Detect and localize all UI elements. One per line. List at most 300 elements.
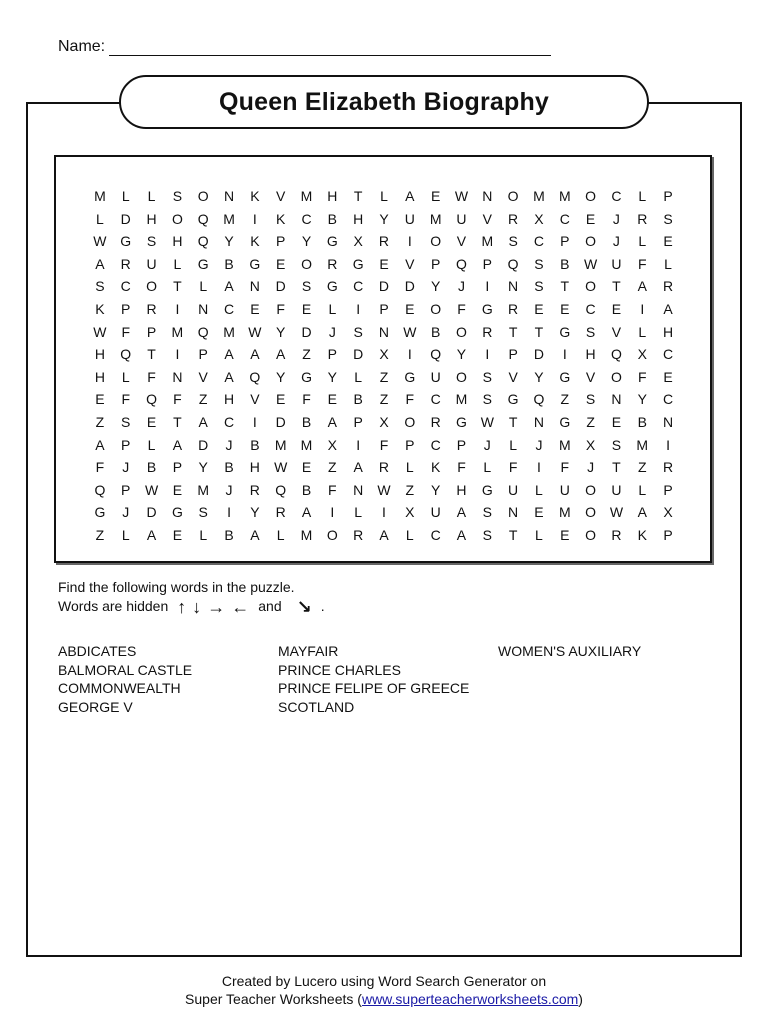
- puzzle-letter: G: [94, 504, 106, 521]
- puzzle-letter: Q: [94, 481, 106, 498]
- puzzle-letter: N: [482, 188, 493, 204]
- puzzle-letter: C: [353, 278, 364, 295]
- puzzle-letter: Y: [430, 481, 441, 498]
- puzzle-letter: L: [509, 436, 518, 453]
- puzzle-letter: O: [456, 368, 467, 385]
- puzzle-letter: V: [482, 210, 492, 227]
- puzzle-letter: K: [95, 300, 105, 317]
- puzzle-letter: D: [404, 278, 415, 295]
- puzzle-letter: S: [482, 391, 492, 408]
- puzzle-letter: S: [663, 210, 673, 227]
- puzzle-letter: K: [276, 210, 286, 227]
- word-list-col1: [58, 642, 192, 716]
- puzzle-letter: A: [353, 459, 363, 476]
- puzzle-letter: O: [197, 188, 209, 204]
- period: .: [320, 598, 325, 614]
- puzzle-letter: S: [482, 368, 492, 385]
- puzzle-letter: G: [507, 391, 519, 408]
- puzzle-letter: A: [663, 300, 673, 317]
- puzzle-letter: R: [611, 526, 622, 543]
- puzzle-letter: D: [378, 278, 390, 295]
- puzzle-letter: V: [405, 255, 415, 272]
- puzzle-letter: B: [353, 391, 363, 408]
- puzzle-letter: S: [534, 278, 544, 295]
- puzzle-letter: L: [276, 526, 285, 543]
- puzzle-letter: R: [378, 233, 390, 250]
- puzzle-letter: E: [276, 255, 286, 272]
- puzzle-letter: J: [587, 459, 595, 476]
- puzzle-letter: N: [533, 413, 544, 430]
- puzzle-letter: Z: [302, 346, 311, 363]
- puzzle-letter: F: [121, 391, 130, 408]
- puzzle-letter: L: [96, 210, 104, 227]
- puzzle-letter: M: [558, 188, 571, 204]
- instructions-line1: Find the following words in the puzzle.: [58, 579, 295, 595]
- puzzle-letter: O: [404, 413, 416, 430]
- puzzle-letter: C: [430, 391, 441, 408]
- puzzle-letter: T: [560, 278, 570, 295]
- puzzle-letter: F: [457, 459, 466, 476]
- puzzle-letter: D: [353, 346, 364, 363]
- puzzle-letter: O: [585, 481, 597, 498]
- puzzle-letter: P: [663, 188, 673, 204]
- page-title: Queen Elizabeth Biography: [218, 87, 550, 116]
- puzzle-letter: L: [535, 481, 543, 498]
- puzzle-letter: V: [585, 368, 596, 385]
- puzzle-letter: E: [560, 526, 570, 543]
- puzzle-letter: L: [121, 526, 130, 543]
- puzzle-letter: Z: [198, 391, 208, 408]
- puzzle-letter: A: [224, 278, 234, 295]
- puzzle-letter: F: [405, 391, 415, 408]
- puzzle-letter: A: [379, 526, 389, 543]
- puzzle-letter: Y: [198, 459, 208, 476]
- puzzle-letter: P: [353, 413, 363, 430]
- puzzle-letter: M: [533, 188, 545, 204]
- puzzle-letter: Q: [146, 391, 157, 408]
- puzzle-letter: M: [558, 504, 571, 521]
- puzzle-letter: P: [198, 346, 208, 363]
- puzzle-letter: U: [559, 481, 570, 498]
- puzzle-letter: W: [454, 188, 469, 204]
- puzzle-letter: S: [301, 278, 312, 295]
- puzzle-letter: I: [227, 504, 231, 521]
- puzzle-letter: S: [172, 188, 183, 204]
- puzzle-letter: A: [95, 436, 105, 453]
- puzzle-letter: Q: [507, 255, 519, 272]
- website-link[interactable]: www.superteacherworksheets.com: [361, 991, 579, 1007]
- puzzle-letter: I: [356, 436, 361, 453]
- puzzle-letter: H: [585, 346, 596, 363]
- puzzle-letter: I: [175, 300, 180, 317]
- puzzle-letter: A: [172, 436, 183, 453]
- puzzle-letter: F: [95, 459, 105, 476]
- puzzle-letter: M: [94, 188, 106, 204]
- puzzle-letter: L: [121, 188, 130, 204]
- puzzle-letter: N: [508, 504, 519, 521]
- footer-line2: [0, 990, 768, 1008]
- puzzle-letter: W: [144, 481, 159, 498]
- puzzle-letter: B: [301, 481, 312, 498]
- puzzle-letter: H: [327, 188, 338, 204]
- puzzle-letter: C: [430, 526, 441, 543]
- down-arrow-icon: ↓: [192, 596, 202, 617]
- puzzle-letter: A: [327, 413, 337, 430]
- puzzle-letter: H: [94, 368, 105, 385]
- puzzle-letter: E: [560, 300, 570, 317]
- puzzle-letter: Z: [95, 526, 105, 543]
- puzzle-letter: F: [560, 459, 570, 476]
- puzzle-letter: H: [456, 481, 467, 498]
- puzzle-letter: U: [611, 481, 622, 498]
- up-arrow-icon: ↑: [177, 596, 187, 617]
- puzzle-letter: E: [327, 391, 337, 408]
- puzzle-letter: M: [300, 526, 313, 543]
- puzzle-letter: N: [172, 368, 183, 385]
- word-list-col3: [498, 642, 641, 661]
- puzzle-letter: B: [301, 413, 312, 430]
- puzzle-letter: W: [93, 323, 107, 340]
- puzzle-letter: G: [559, 323, 571, 340]
- puzzle-letter: A: [456, 504, 467, 521]
- puzzle-letter: J: [122, 459, 130, 476]
- puzzle-letter: P: [508, 346, 518, 363]
- puzzle-letter: J: [535, 436, 543, 453]
- puzzle-letter: K: [430, 459, 441, 476]
- puzzle-letter: S: [585, 391, 596, 408]
- puzzle-letter: F: [457, 300, 466, 317]
- puzzle-letter: L: [638, 188, 647, 204]
- puzzle-letter: A: [276, 346, 286, 363]
- instructions-line2: [58, 597, 325, 616]
- puzzle-letter: V: [198, 368, 208, 385]
- puzzle-letter: I: [175, 346, 180, 363]
- puzzle-letter: L: [405, 459, 414, 476]
- puzzle-letter: A: [224, 346, 234, 363]
- puzzle-letter: Q: [533, 391, 545, 408]
- puzzle-letter: E: [611, 300, 622, 317]
- puzzle-letter: S: [534, 255, 544, 272]
- puzzle-letter: Y: [637, 391, 647, 408]
- puzzle-letter: L: [380, 188, 388, 204]
- puzzle-letter: D: [146, 504, 157, 521]
- puzzle-letter: S: [95, 278, 105, 295]
- puzzle-letter: M: [481, 233, 494, 250]
- puzzle-letter: L: [405, 526, 414, 543]
- puzzle-letter: W: [403, 323, 417, 340]
- puzzle-letter: F: [637, 255, 647, 272]
- puzzle-letter: L: [199, 278, 208, 295]
- word-item: GEORGE V: [58, 698, 133, 715]
- puzzle-letter: C: [663, 346, 674, 363]
- puzzle-letter: Z: [586, 413, 595, 430]
- puzzle-letter: Y: [301, 233, 312, 250]
- puzzle-letter: E: [405, 300, 415, 317]
- puzzle-letter: S: [353, 323, 363, 340]
- word-item: BALMORAL CASTLE: [58, 661, 193, 678]
- puzzle-letter: M: [558, 436, 571, 453]
- puzzle-letter: N: [663, 413, 674, 430]
- puzzle-letter: J: [225, 436, 233, 453]
- puzzle-letter: U: [430, 504, 441, 521]
- puzzle-letter: P: [482, 255, 492, 272]
- puzzle-letter: X: [379, 413, 389, 430]
- puzzle-letter: E: [146, 413, 157, 430]
- puzzle-letter: P: [456, 436, 467, 453]
- puzzle-letter: E: [301, 300, 312, 317]
- puzzle-letter: Y: [534, 368, 544, 385]
- puzzle-letter: S: [198, 504, 208, 521]
- puzzle-letter: O: [326, 526, 338, 543]
- word-item: SCOTLAND: [278, 698, 355, 715]
- instructions: [58, 578, 325, 616]
- puzzle-letter: D: [301, 323, 312, 340]
- puzzle-letter: T: [173, 413, 182, 430]
- puzzle-letter: O: [585, 188, 597, 204]
- puzzle-letter: S: [121, 413, 131, 430]
- left-arrow-icon: ←: [231, 596, 250, 617]
- puzzle-letter: D: [275, 413, 286, 430]
- puzzle-letter: V: [508, 368, 518, 385]
- puzzle-letter: L: [147, 436, 156, 453]
- puzzle-letter: H: [223, 391, 235, 408]
- puzzle-letter: L: [354, 504, 363, 521]
- puzzle-letter: E: [611, 413, 622, 430]
- word-item: COMMONWEALTH: [58, 680, 181, 696]
- title-banner: [119, 75, 649, 129]
- puzzle-letter: T: [353, 188, 363, 204]
- puzzle-letter: R: [508, 300, 519, 317]
- puzzle-letter: M: [636, 436, 649, 453]
- puzzle-letter: R: [249, 481, 260, 498]
- puzzle-letter: V: [456, 233, 467, 250]
- puzzle-letter: G: [171, 504, 183, 521]
- puzzle-letter: O: [585, 233, 597, 250]
- puzzle-letter: N: [378, 323, 390, 340]
- puzzle-letter: Z: [405, 481, 415, 498]
- puzzle-letter: X: [637, 346, 647, 363]
- puzzle-letter: F: [302, 391, 311, 408]
- word-list-col2: [278, 642, 469, 716]
- puzzle-letter: R: [663, 459, 674, 476]
- right-arrow-icon: →: [207, 596, 226, 617]
- puzzle-letter: H: [663, 323, 674, 340]
- puzzle-letter: G: [352, 255, 364, 272]
- puzzle-letter: R: [353, 526, 364, 543]
- puzzle-letter: I: [330, 504, 335, 521]
- puzzle-letter: R: [146, 300, 157, 317]
- puzzle-letter: J: [483, 436, 491, 453]
- puzzle-letter: Q: [197, 210, 209, 227]
- footer: [0, 972, 768, 1008]
- puzzle-letter: A: [637, 504, 647, 521]
- puzzle-letter: I: [382, 504, 386, 521]
- puzzle-letter: B: [224, 255, 234, 272]
- puzzle-letter: A: [637, 278, 647, 295]
- puzzle-letter: B: [637, 413, 647, 430]
- puzzle-letter: T: [147, 346, 156, 363]
- puzzle-letter: L: [147, 188, 156, 204]
- puzzle-letter: Q: [430, 346, 442, 363]
- puzzle-letter: P: [379, 300, 389, 317]
- puzzle-letter: J: [328, 323, 336, 340]
- puzzle-letter: F: [147, 368, 156, 385]
- puzzle-letter: Q: [197, 323, 209, 340]
- puzzle-letter: I: [252, 413, 257, 430]
- puzzle-letter: E: [379, 255, 389, 272]
- puzzle-letter: E: [301, 459, 312, 476]
- puzzle-letter: B: [224, 526, 234, 543]
- puzzle-letter: I: [252, 210, 257, 227]
- puzzle-letter: Z: [95, 413, 105, 430]
- puzzle-letter: C: [559, 210, 570, 227]
- puzzle-letter: M: [274, 436, 287, 453]
- puzzle-letter: L: [638, 323, 647, 340]
- puzzle-letter: I: [407, 233, 412, 250]
- puzzle-letter: U: [146, 255, 157, 272]
- puzzle-letter: L: [535, 526, 543, 543]
- puzzle-letter: D: [533, 346, 544, 363]
- puzzle-letter: C: [223, 300, 235, 317]
- puzzle-letter: A: [250, 346, 260, 363]
- puzzle-letter: G: [301, 368, 312, 385]
- puzzle-letter: F: [508, 459, 518, 476]
- puzzle-letter: Z: [637, 459, 647, 476]
- puzzle-letter: G: [326, 278, 338, 295]
- puzzle-letter: B: [146, 459, 157, 476]
- puzzle-letter: I: [666, 436, 671, 453]
- puzzle-letter: J: [225, 481, 233, 498]
- puzzle-letter: M: [429, 210, 442, 227]
- puzzle-letter: N: [249, 278, 260, 295]
- puzzle-letter: I: [407, 346, 412, 363]
- puzzle-letter: L: [354, 368, 363, 385]
- puzzle-letter: I: [640, 300, 645, 317]
- puzzle-letter: Y: [276, 368, 286, 385]
- puzzle-letter: P: [405, 436, 415, 453]
- puzzle-letter: S: [508, 233, 518, 250]
- puzzle-letter: J: [457, 278, 465, 295]
- puzzle-letter: Q: [197, 233, 209, 250]
- puzzle-letter: T: [508, 526, 518, 543]
- puzzle-letter: R: [637, 210, 648, 227]
- puzzle-letter: H: [249, 459, 260, 476]
- puzzle-letter: C: [611, 188, 622, 204]
- puzzle-letter: W: [377, 481, 391, 498]
- puzzle-letter: O: [171, 210, 183, 227]
- puzzle-letter: B: [560, 255, 570, 272]
- puzzle-letter: X: [663, 504, 673, 521]
- puzzle-letter: H: [172, 233, 183, 250]
- puzzle-letter: P: [276, 233, 286, 250]
- puzzle-letter: A: [250, 526, 260, 543]
- puzzle-letter: Y: [250, 504, 260, 521]
- frame-top-left: [26, 102, 122, 104]
- puzzle-letter: N: [353, 481, 364, 498]
- puzzle-letter: R: [663, 278, 674, 295]
- puzzle-letter: X: [405, 504, 415, 521]
- puzzle-letter: R: [275, 504, 286, 521]
- puzzle-letter: L: [328, 300, 337, 317]
- puzzle-letter: R: [430, 413, 441, 430]
- puzzle-letter: G: [559, 413, 571, 430]
- puzzle-letter: G: [559, 368, 571, 385]
- puzzle-letter: L: [638, 233, 647, 250]
- puzzle-letter: X: [327, 436, 337, 453]
- puzzle-letter: P: [327, 346, 337, 363]
- puzzle-letter: N: [508, 278, 519, 295]
- puzzle-letter: S: [585, 323, 596, 340]
- puzzle-letter: T: [612, 459, 621, 476]
- puzzle-letter: Y: [456, 346, 467, 363]
- puzzle-letter: E: [534, 504, 544, 521]
- puzzle-letter: R: [508, 210, 519, 227]
- puzzle-letter: C: [120, 278, 131, 295]
- puzzle-letter: A: [405, 188, 415, 204]
- puzzle-letter: W: [93, 233, 107, 250]
- puzzle-letter: I: [485, 346, 490, 363]
- puzzle-letter: C: [663, 391, 674, 408]
- puzzle-letter: H: [353, 210, 364, 227]
- puzzle-letter: X: [379, 346, 389, 363]
- puzzle-letter: C: [533, 233, 544, 250]
- puzzle-letter: I: [562, 346, 567, 363]
- puzzle-letter: U: [508, 481, 519, 498]
- puzzle-letter: X: [353, 233, 363, 250]
- puzzle-letter: E: [172, 526, 183, 543]
- footer-line1: Created by Lucero using Word Search Generator on: [221, 973, 547, 989]
- puzzle-letter: G: [404, 368, 416, 385]
- puzzle-letter: U: [456, 210, 467, 227]
- puzzle-letter: M: [223, 323, 235, 340]
- puzzle-letter: S: [611, 436, 622, 453]
- puzzle-letter: F: [173, 391, 182, 408]
- puzzle-letter: F: [276, 300, 285, 317]
- puzzle-letter: P: [663, 526, 673, 543]
- frame-top-right: [646, 102, 742, 104]
- puzzle-letter: B: [224, 459, 234, 476]
- puzzle-letter: C: [585, 300, 596, 317]
- name-field-row: [58, 38, 551, 56]
- puzzle-letter: B: [327, 210, 337, 227]
- footer-suffix: ): [578, 991, 583, 1007]
- puzzle-letter: A: [456, 526, 467, 543]
- puzzle-letter: O: [430, 233, 442, 250]
- name-blank-line[interactable]: [109, 41, 551, 56]
- puzzle-letter: J: [612, 210, 620, 227]
- puzzle-letter: Z: [328, 459, 337, 476]
- word-item: MAYFAIR: [278, 643, 339, 659]
- puzzle-letter: B: [430, 323, 441, 340]
- puzzle-letter: G: [481, 481, 493, 498]
- puzzle-letter: O: [301, 255, 312, 272]
- puzzle-letter: M: [300, 188, 313, 204]
- puzzle-letter: G: [481, 300, 493, 317]
- puzzle-letter: E: [663, 368, 673, 385]
- puzzle-letter: C: [301, 210, 312, 227]
- puzzle-letter: P: [121, 300, 131, 317]
- puzzle-letter: Q: [120, 346, 132, 363]
- puzzle-letter: S: [482, 526, 492, 543]
- puzzle-letter: R: [327, 255, 338, 272]
- puzzle-letter: P: [121, 436, 131, 453]
- puzzle-letter: F: [121, 323, 130, 340]
- puzzle-letter: M: [300, 436, 313, 453]
- puzzle-letter: E: [663, 233, 673, 250]
- puzzle-letter: A: [146, 526, 157, 543]
- puzzle-letter: V: [250, 391, 260, 408]
- name-label: Name:: [58, 38, 106, 55]
